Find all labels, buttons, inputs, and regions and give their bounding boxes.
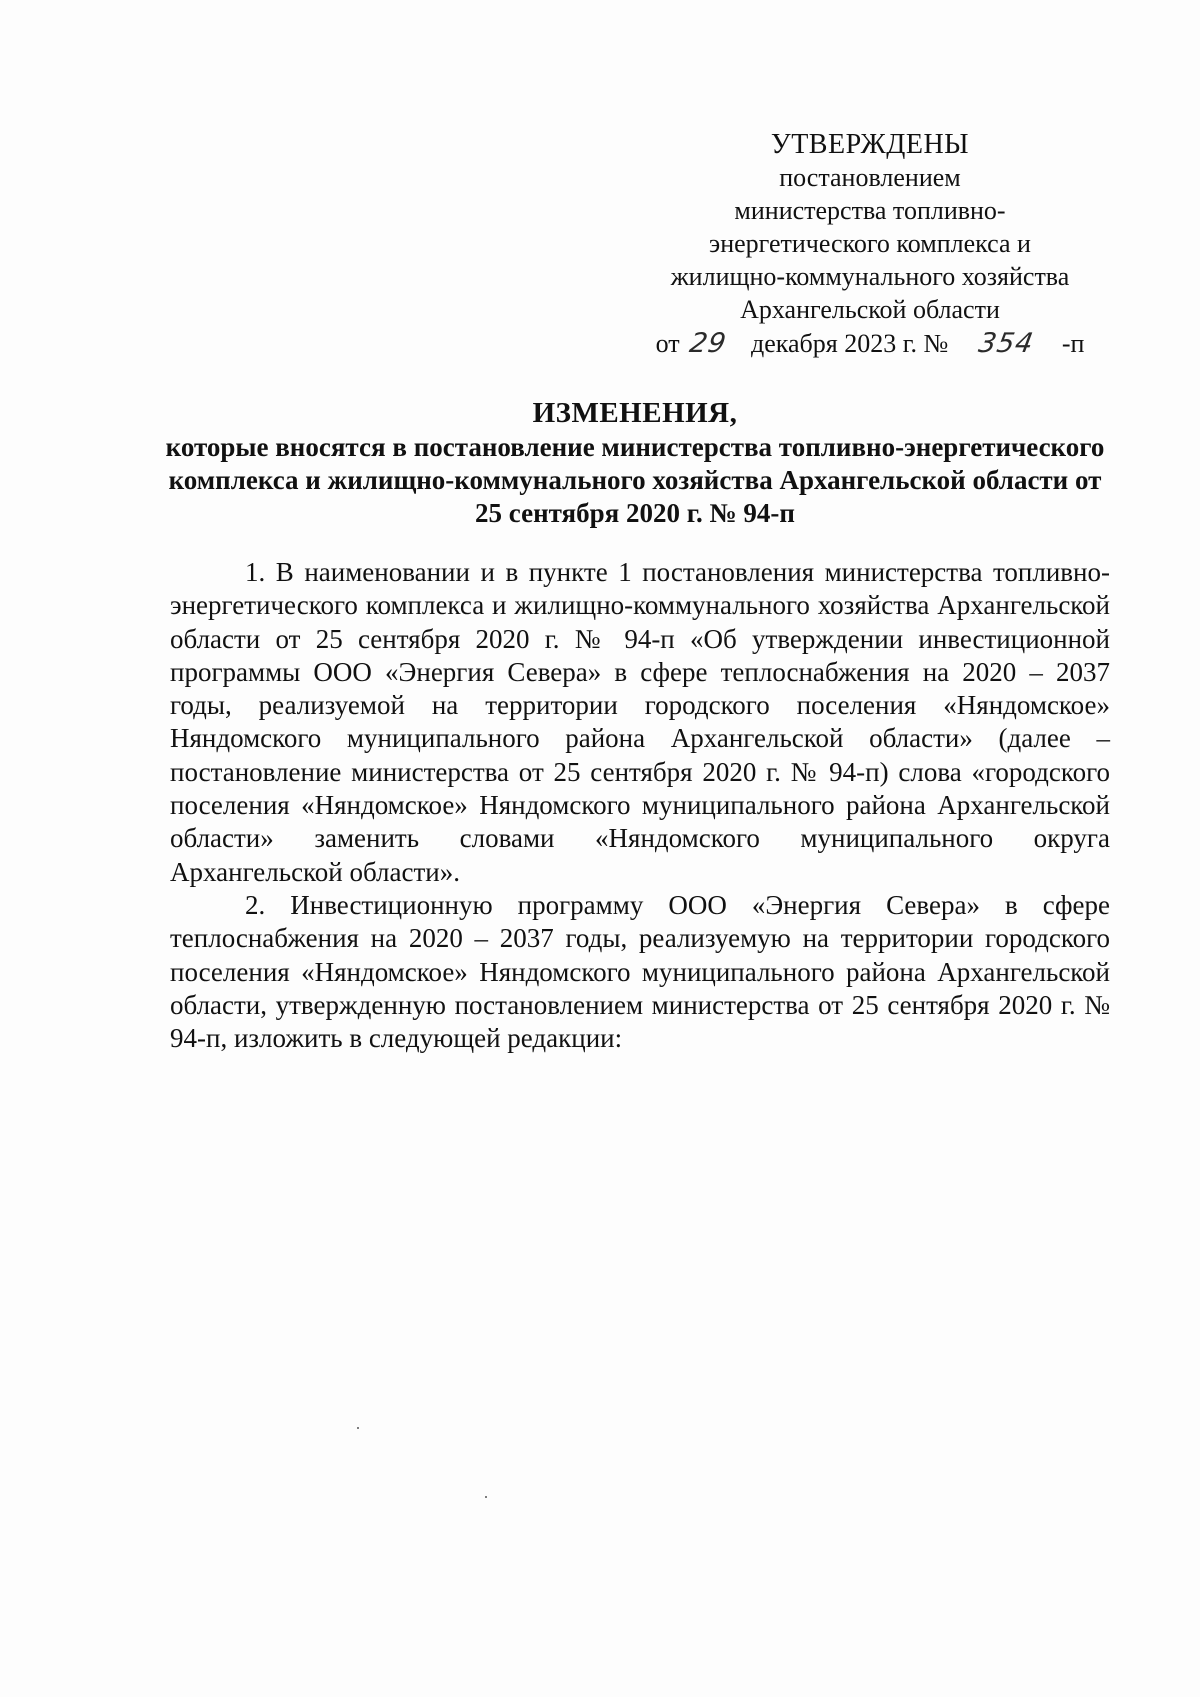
approval-heading: УТВЕРЖДЕНЫ <box>770 129 970 160</box>
approval-line: министерства топливно- <box>734 196 1006 225</box>
document-title-block <box>160 397 1110 530</box>
document-subtitle: которые вносятся в постановление министерства топливно-энергетического комплекса и жилищно-коммунального хозяйства Архангельской области от 25 сентября 2020 г. № 94-п <box>165 432 1105 528</box>
date-month-year: декабря 2023 г. № <box>750 329 949 358</box>
approval-line: Архангельской области <box>740 295 1000 324</box>
scan-speck <box>485 1496 487 1498</box>
approval-line: постановлением <box>779 163 961 192</box>
handwritten-day: 29 <box>687 328 730 359</box>
date-prefix: от <box>655 329 680 358</box>
paragraph-1: 1. В наименовании и в пункте 1 постановления министерства топливно-энергетического комплекса и жилищно-коммунального хозяйства Архангельской области от 25 сентября 2020 г. № 94-п «Об утверждении инвестиционной программы ООО «Энергия Севера» в сфере теплоснабжения на 2020 – 2037 годы, реализуемой на территории городского поселения «Няндомское» Няндомского муниципального района Архангельской области» (далее – постановление министерства от 25 сентября 2020 г. № 94-п) слова «городского поселения «Няндомское» Няндомского муниципального района Архангельской области» заменить словами «Няндомского муниципального округа Архангельской области». <box>170 557 1110 887</box>
document-title: ИЗМЕНЕНИЯ, <box>532 397 738 429</box>
paragraph-2: 2. Инвестиционную программу ООО «Энергия Севера» в сфере теплоснабжения на 2020 – 2037 годы, реализуемую на территории городского поселения «Няндомское» Няндомского муниципального района Архангельской области, утвержденную постановлением министерства от 25 сентября 2020 г. № 94-п, изложить в следующей редакции: <box>170 889 1110 1054</box>
document-body <box>170 556 1110 1055</box>
approval-line: энергетического комплекса и <box>709 229 1031 258</box>
scan-speck <box>357 1427 359 1429</box>
approval-block <box>635 128 1105 360</box>
approval-date-line <box>635 327 1105 360</box>
handwritten-number: 354 <box>976 328 1037 359</box>
approval-line: жилищно-коммунального хозяйства <box>670 262 1070 291</box>
number-suffix: -п <box>1061 329 1085 358</box>
